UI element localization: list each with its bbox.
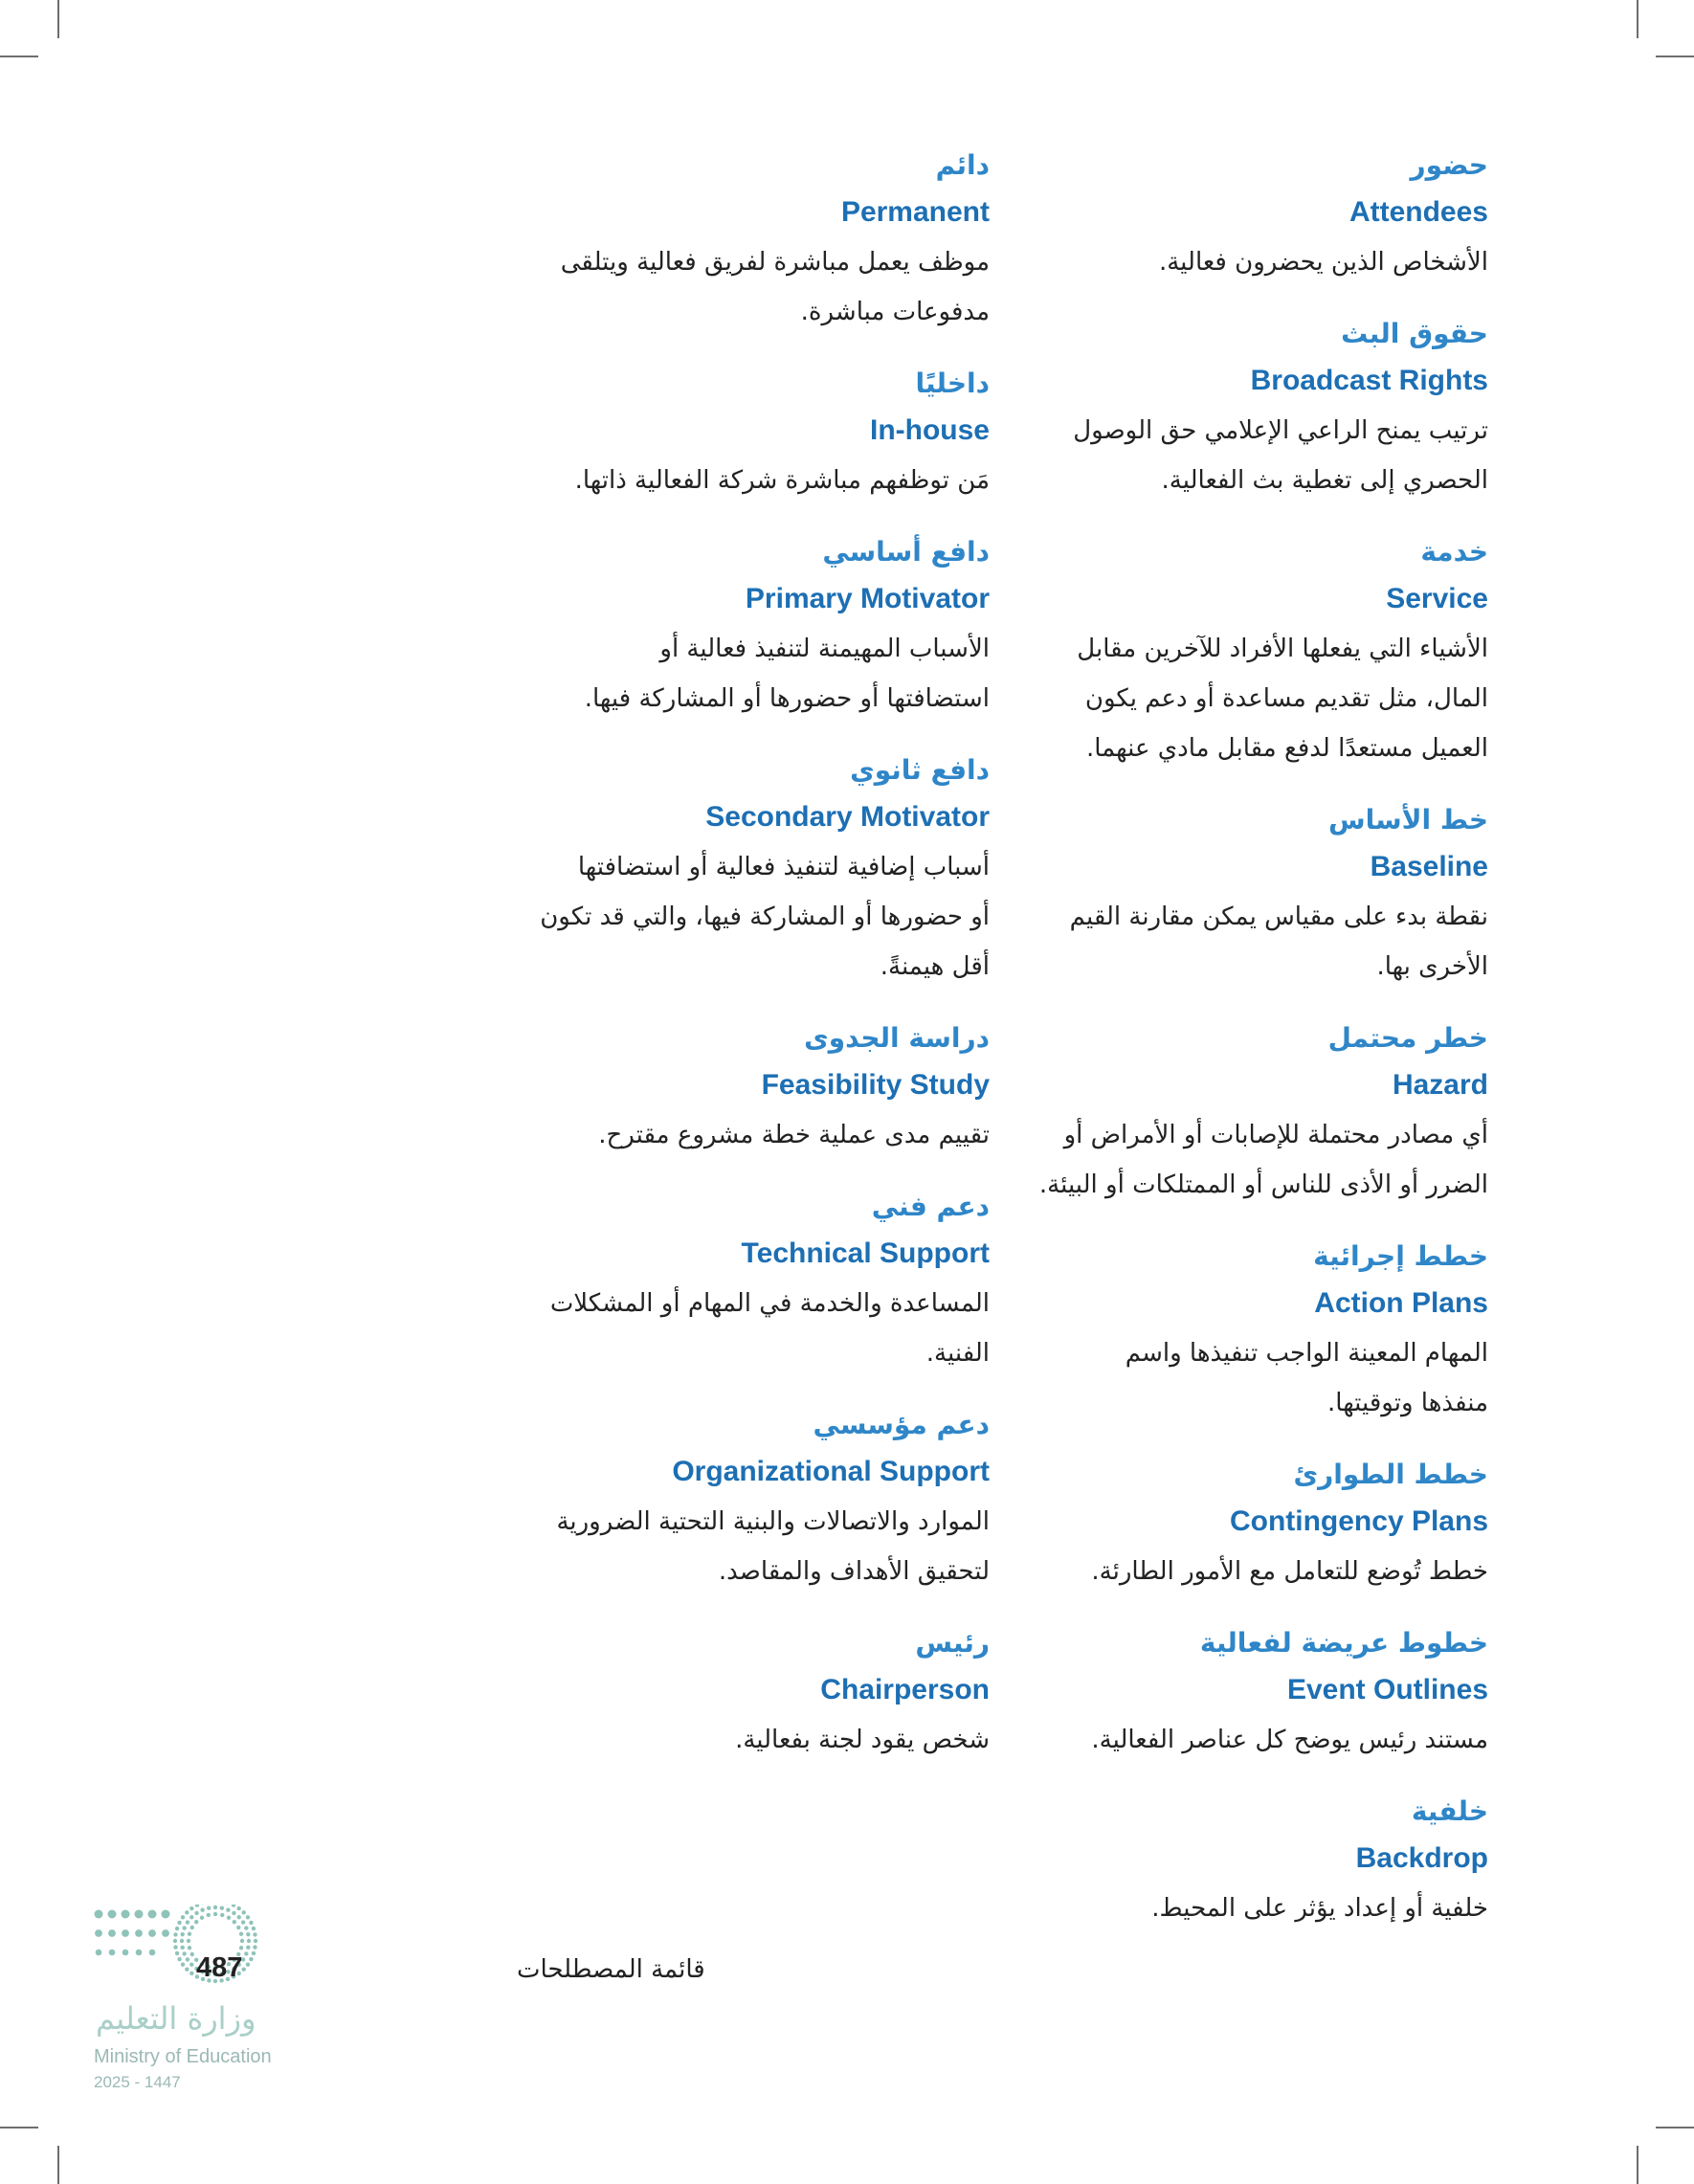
term-definition-line: الضرر أو الأذى للناس أو الممتلكات أو البيئة. bbox=[1038, 1170, 1488, 1199]
page-number: 487 bbox=[196, 1952, 243, 1983]
term-definition-line: الحصري إلى تغطية بث الفعالية. bbox=[1161, 466, 1488, 495]
glossary-column-left bbox=[339, 144, 990, 1790]
term-definition-line: الأشخاص الذين يحضرون فعالية. bbox=[1158, 248, 1488, 277]
crop-mark bbox=[1637, 2146, 1638, 2184]
term-definition-line: منفذها وتوقيتها. bbox=[1327, 1389, 1488, 1417]
crop-mark bbox=[0, 56, 38, 57]
term-definition-line: المهام المعينة الواجب تنفيذها واسم bbox=[1125, 1339, 1488, 1368]
logo-ring-dot bbox=[220, 1913, 224, 1917]
logo-ring-dot bbox=[254, 1939, 257, 1943]
logo-ring-dot bbox=[182, 1951, 186, 1955]
term-arabic: خطط إجرائية bbox=[1313, 1240, 1488, 1272]
logo-ring-dot bbox=[181, 1962, 185, 1966]
logo-ring-dot bbox=[236, 1926, 240, 1929]
term-arabic: دافع ثانوي bbox=[850, 754, 990, 786]
logo-ring-dot bbox=[244, 1926, 248, 1929]
logo-ring-dot bbox=[226, 1907, 230, 1911]
term-english: Event Outlines bbox=[1286, 1674, 1488, 1705]
logo-ring-dot bbox=[181, 1915, 185, 1919]
glossary-entry bbox=[339, 530, 990, 724]
crop-mark bbox=[1656, 56, 1694, 57]
term-english: Attendees bbox=[1349, 196, 1488, 228]
logo-dot bbox=[136, 1950, 143, 1956]
logo-ring-dot bbox=[190, 1926, 194, 1929]
logo-dot bbox=[135, 1910, 144, 1919]
logo-ring-dot bbox=[200, 1907, 204, 1911]
term-definition-line: العميل مستعدًا لدفع مقابل مادي عنهما. bbox=[1085, 734, 1488, 763]
footer-title: قائمة المصطلحات bbox=[517, 1955, 705, 1984]
term-english: Broadcast Rights bbox=[1250, 365, 1488, 396]
logo-ring-dot bbox=[175, 1927, 179, 1930]
term-definition-line: مستند رئيس يوضح كل عناصر الفعالية. bbox=[1091, 1726, 1488, 1754]
glossary-entry bbox=[876, 1790, 1488, 1933]
logo-ring-dot bbox=[207, 1913, 211, 1917]
term-definition-line: أو حضورها أو المشاركة فيها، والتي قد تكون bbox=[540, 903, 990, 931]
logo-dot bbox=[96, 1950, 102, 1956]
logo-ring-dot bbox=[189, 1963, 193, 1967]
logo-ring-dot bbox=[186, 1957, 189, 1961]
logo-dot bbox=[162, 1929, 169, 1937]
term-definition-line: خطط تُوضع للتعامل مع الأمور الطارئة. bbox=[1091, 1557, 1488, 1586]
logo-ring-dot bbox=[180, 1939, 184, 1943]
logo-dot bbox=[95, 1910, 103, 1919]
logo-dot bbox=[108, 1929, 116, 1937]
term-definition-line: شخص يقود لجنة بفعالية. bbox=[735, 1726, 990, 1754]
crop-mark bbox=[57, 2146, 59, 2184]
logo-ring-dot bbox=[182, 1926, 186, 1929]
logo-ring-dot bbox=[227, 1916, 231, 1920]
logo-ring-dot bbox=[175, 1951, 179, 1955]
term-definition-line: لتحقيق الأهداف والمقاصد. bbox=[718, 1557, 990, 1586]
term-english: Organizational Support bbox=[672, 1456, 990, 1487]
logo-dot bbox=[95, 1929, 102, 1937]
term-arabic: داخليًا bbox=[915, 368, 990, 399]
logo-arabic-text: وزارة التعليم bbox=[96, 2000, 256, 2037]
logo-ring-dot bbox=[244, 1951, 248, 1955]
logo-ring-dot bbox=[252, 1951, 256, 1955]
logo-ring-dot bbox=[239, 1946, 243, 1950]
term-definition-line: ترتيب يمنح الراعي الإعلامي حق الوصول bbox=[1073, 416, 1488, 445]
logo-ring-dot bbox=[233, 1920, 236, 1924]
logo-ring-dot bbox=[252, 1927, 256, 1930]
term-definition-line: مَن توظفهم مباشرة شركة الفعالية ذاتها. bbox=[574, 466, 990, 495]
logo-dot bbox=[122, 1929, 129, 1937]
term-arabic: دائم bbox=[935, 149, 990, 181]
term-arabic: خطوط عريضة لفعالية bbox=[1199, 1627, 1488, 1659]
term-definition-line: الفنية. bbox=[925, 1339, 990, 1368]
term-arabic: خدمة bbox=[1420, 536, 1488, 568]
term-english: Technical Support bbox=[741, 1237, 990, 1269]
logo-ring-dot bbox=[200, 1916, 204, 1920]
logo-dot bbox=[122, 1910, 130, 1919]
logo-ring-dot bbox=[232, 1911, 235, 1915]
logo-ring-dot bbox=[220, 1905, 224, 1909]
logo-english-text: Ministry of Education bbox=[94, 2046, 272, 2067]
logo-ring-dot bbox=[190, 1952, 194, 1956]
term-definition-line: خلفية أو إعداد يؤثر على المحيط. bbox=[1151, 1894, 1488, 1923]
glossary-entry bbox=[339, 748, 990, 992]
term-arabic: رئيس bbox=[915, 1627, 990, 1659]
term-english: Permanent bbox=[840, 196, 990, 228]
term-definition-line: مدفوعات مباشرة. bbox=[800, 298, 990, 326]
glossary-entry bbox=[339, 1403, 990, 1596]
term-english: Hazard bbox=[1392, 1069, 1488, 1101]
term-english: Chairperson bbox=[820, 1674, 990, 1705]
term-definition-line: موظف يعمل مباشرة لفريق فعالية ويتلقى bbox=[560, 248, 990, 277]
logo-ring-dot bbox=[195, 1905, 199, 1907]
logo-ring-dot bbox=[173, 1945, 177, 1949]
logo-ring-dot bbox=[173, 1932, 177, 1936]
logo-ring-dot bbox=[188, 1932, 191, 1936]
term-english: Contingency Plans bbox=[1229, 1505, 1488, 1537]
term-definition-line: المال، مثل تقديم مساعدة أو دعم يكون bbox=[1084, 684, 1488, 713]
logo-ring-dot bbox=[240, 1939, 244, 1943]
logo-ring-dot bbox=[213, 1905, 217, 1909]
term-english: In-house bbox=[870, 414, 990, 446]
term-arabic: خط الأساس bbox=[1327, 804, 1488, 836]
term-definition-line: الأخرى بها. bbox=[1376, 952, 1488, 981]
logo-ring-dot bbox=[239, 1932, 243, 1936]
term-arabic: دراسة الجدوى bbox=[804, 1022, 990, 1054]
logo-ring-dot bbox=[207, 1905, 211, 1909]
crop-mark bbox=[1637, 0, 1638, 38]
logo-ring-dot bbox=[194, 1920, 198, 1924]
crop-mark bbox=[0, 2127, 38, 2128]
glossary-entry bbox=[339, 1185, 990, 1378]
logo-ring-dot bbox=[185, 1967, 189, 1971]
logo-ring-dot bbox=[189, 1915, 193, 1919]
glossary-entry bbox=[339, 362, 990, 505]
logo-ring-dot bbox=[173, 1939, 177, 1943]
term-definition-line: الأسباب المهيمنة لتنفيذ فعالية أو bbox=[659, 635, 990, 663]
logo-ring-dot bbox=[188, 1946, 191, 1950]
logo-ring-dot bbox=[246, 1962, 250, 1966]
logo-ring-dot bbox=[249, 1921, 253, 1925]
logo-ring-dot bbox=[246, 1915, 250, 1919]
logo-ring-dot bbox=[186, 1920, 189, 1924]
logo-ring-dot bbox=[241, 1920, 245, 1924]
glossary-entry bbox=[339, 1016, 990, 1160]
logo-ring-dot bbox=[189, 1972, 193, 1975]
logo-ring-dot bbox=[180, 1932, 184, 1936]
term-definition-line: استضافتها أو حضورها أو المشاركة فيها. bbox=[584, 684, 990, 713]
crop-mark bbox=[1656, 2127, 1694, 2128]
logo-ring-dot bbox=[187, 1939, 190, 1943]
logo-year: 2025 - 1447 bbox=[94, 2073, 181, 2091]
logo-ring-dot bbox=[213, 1912, 217, 1916]
logo-dot bbox=[148, 1929, 156, 1937]
term-definition-line: نقطة بدء على مقياس يمكن مقارنة القيم bbox=[1069, 903, 1488, 931]
term-english: Action Plans bbox=[1314, 1287, 1488, 1319]
logo-ring-dot bbox=[249, 1957, 253, 1961]
logo-ring-dot bbox=[194, 1911, 198, 1915]
term-definition-line: الموارد والاتصالات والبنية التحتية الضرورية bbox=[556, 1507, 990, 1536]
logo-ring-dot bbox=[253, 1932, 256, 1936]
logo-ring-dot bbox=[246, 1932, 250, 1936]
logo-dot bbox=[162, 1910, 170, 1919]
logo-dot bbox=[135, 1929, 143, 1937]
term-arabic: دعم مؤسسي bbox=[813, 1409, 990, 1440]
term-arabic: دعم فني bbox=[871, 1191, 990, 1222]
term-english: Primary Motivator bbox=[745, 583, 990, 614]
term-arabic: حضور bbox=[1410, 149, 1488, 181]
logo-ring-dot bbox=[253, 1945, 256, 1949]
logo-ring-dot bbox=[241, 1910, 245, 1914]
logo-ring-dot bbox=[246, 1946, 250, 1950]
term-definition-line: أسباب إضافية لتنفيذ فعالية أو استضافتها bbox=[577, 853, 990, 881]
term-english: Service bbox=[1386, 583, 1488, 614]
logo-dot bbox=[109, 1950, 116, 1956]
term-english: Baseline bbox=[1370, 851, 1488, 882]
term-arabic: حقوق البث bbox=[1341, 318, 1488, 349]
logo-dot bbox=[108, 1910, 117, 1919]
logo-ring-dot bbox=[247, 1939, 251, 1943]
glossary-entry bbox=[339, 144, 990, 337]
term-arabic: خلفية bbox=[1411, 1795, 1488, 1827]
term-definition-line: المساعدة والخدمة في المهام أو المشكلات bbox=[549, 1289, 990, 1318]
glossary-entry bbox=[339, 1621, 990, 1765]
logo-ring-dot bbox=[189, 1906, 193, 1910]
logo-ring-dot bbox=[185, 1910, 189, 1914]
term-definition-line: أقل هيمنةً. bbox=[880, 952, 990, 981]
term-definition-line: أي مصادر محتملة للإصابات أو الأمراض أو bbox=[1063, 1121, 1488, 1149]
crop-mark bbox=[57, 0, 59, 38]
logo-ring-dot bbox=[232, 1905, 235, 1907]
term-english: Feasibility Study bbox=[761, 1069, 990, 1101]
logo-dot bbox=[149, 1950, 156, 1956]
term-english: Secondary Motivator bbox=[705, 801, 990, 833]
logo-ring-dot bbox=[237, 1915, 241, 1919]
term-arabic: دافع أساسي bbox=[822, 536, 990, 568]
logo-ring-dot bbox=[177, 1957, 181, 1961]
term-definition-line: تقييم مدى عملية خطة مشروع مقترح. bbox=[598, 1121, 990, 1149]
logo-ring-dot bbox=[236, 1906, 240, 1910]
logo-dot bbox=[148, 1910, 157, 1919]
term-english: Backdrop bbox=[1355, 1842, 1488, 1874]
logo-ring-dot bbox=[180, 1946, 184, 1950]
term-arabic: خطر محتمل bbox=[1327, 1022, 1488, 1054]
term-arabic: خطط الطوارئ bbox=[1293, 1459, 1488, 1490]
logo-ring-dot bbox=[177, 1921, 181, 1925]
term-definition-line: الأشياء التي يفعلها الأفراد للآخرين مقابل bbox=[1077, 635, 1488, 663]
logo-dot bbox=[123, 1950, 129, 1956]
